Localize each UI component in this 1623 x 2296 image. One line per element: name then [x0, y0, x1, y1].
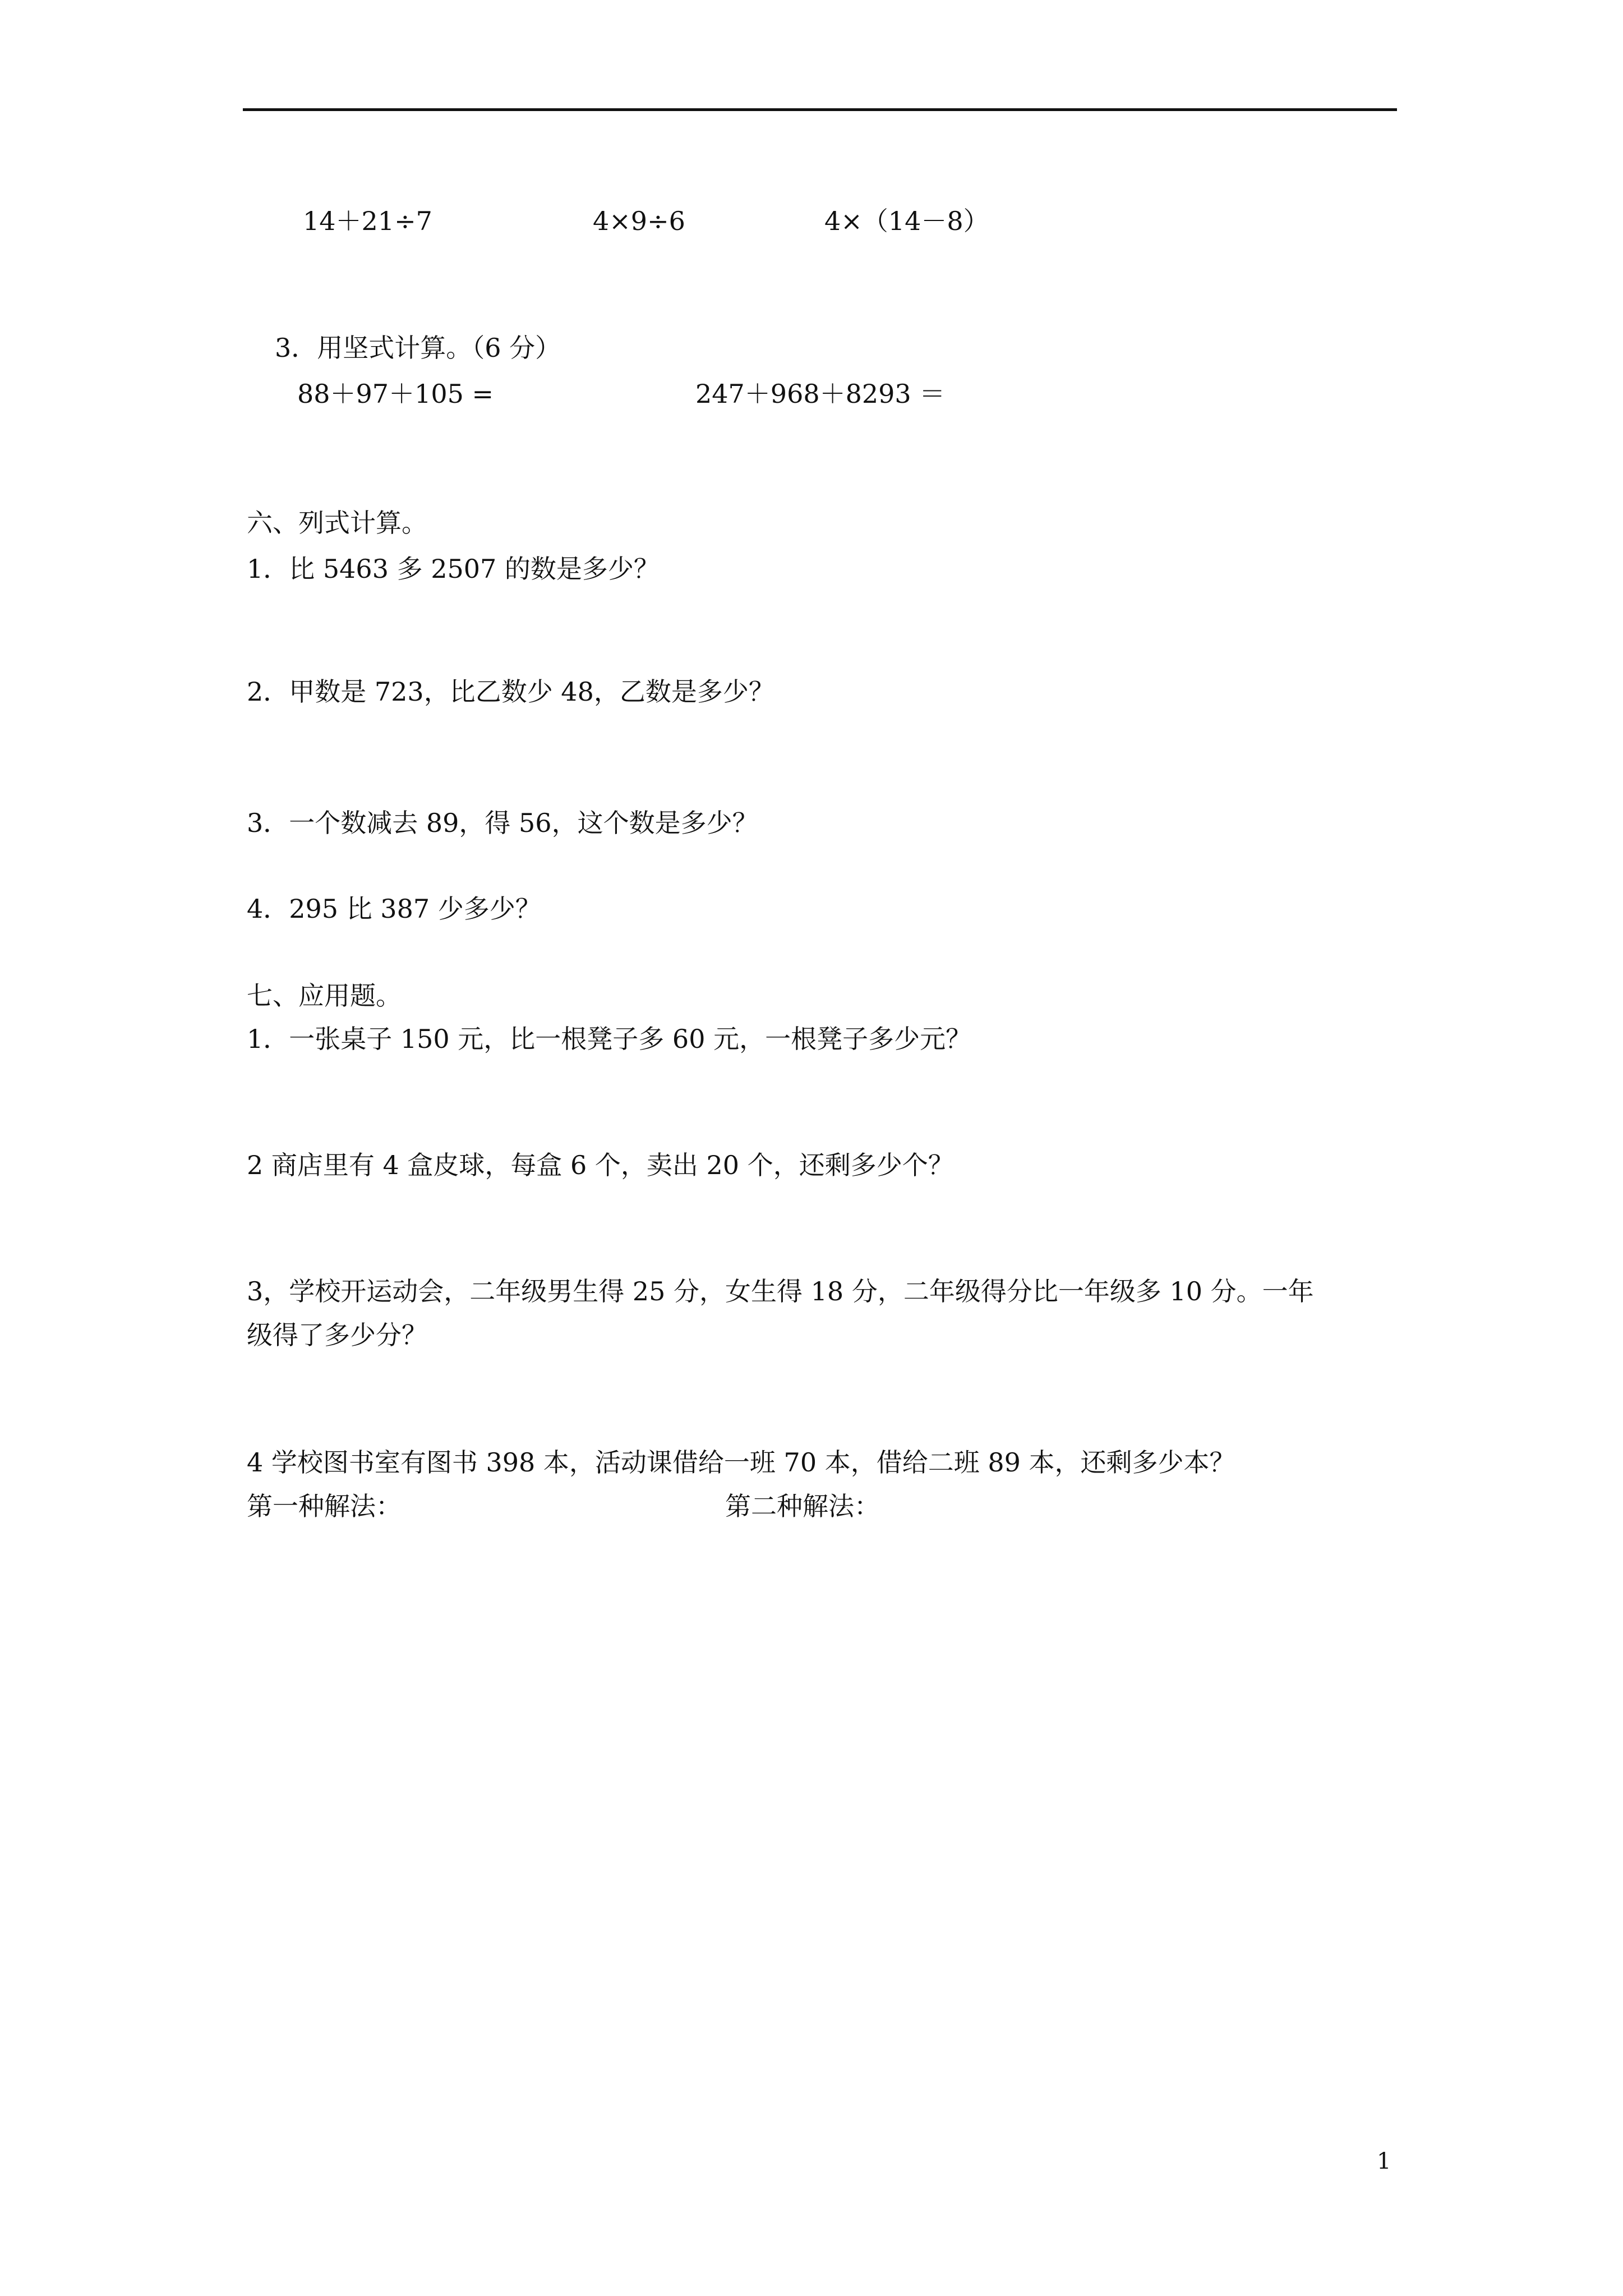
expression-3: 4×（14－8） [824, 206, 989, 236]
section6-question-3: 3．一个数减去 89，得 56，这个数是多少？ [247, 808, 758, 838]
page-number: 1 [1377, 2148, 1391, 2174]
header-rule [243, 108, 1397, 111]
section6-heading: 六、列式计算。 [247, 508, 427, 538]
vertical-calc-item-2: 247＋968＋8293 ＝ [695, 379, 946, 409]
expression-1: 14＋21÷7 [303, 206, 432, 236]
section6-question-4: 4．295 比 387 少多少？ [247, 894, 541, 924]
vertical-calc-item-1: 88＋97＋105 = [297, 379, 494, 409]
section7-question-3: 3，学校开运动会，二年级男生得 25 分，女生得 18 分，二年级得分比一年级多 10 分。一年 [247, 1276, 1314, 1306]
section6-question-2: 2．甲数是 723，比乙数少 48，乙数是多少？ [247, 677, 774, 707]
vertical-calc-title: 3．用坚式计算。（6 分） [275, 333, 561, 363]
section7-question-1: 1．一张桌子 150 元，比一根凳子多 60 元，一根凳子多少元？ [247, 1024, 972, 1054]
section7-question-2: 2 商店里有 4 盒皮球，每盒 6 个，卖出 20 个，还剩多少个？ [247, 1150, 954, 1180]
section7-question-3-continued: 级得了多少分？ [247, 1320, 427, 1350]
section7-heading: 七、应用题。 [247, 981, 402, 1011]
expression-2: 4×9÷6 [593, 206, 685, 236]
section7-question-4: 4 学校图书室有图书 398 本，活动课借给一班 70 本，借给二班 89 本，还剩多少本？ [247, 1447, 1235, 1478]
method-two-label: 第二种解法： [725, 1491, 880, 1521]
section6-question-1: 1．比 5463 多 2507 的数是多少？ [247, 554, 660, 584]
method-one-label: 第一种解法： [247, 1491, 402, 1521]
